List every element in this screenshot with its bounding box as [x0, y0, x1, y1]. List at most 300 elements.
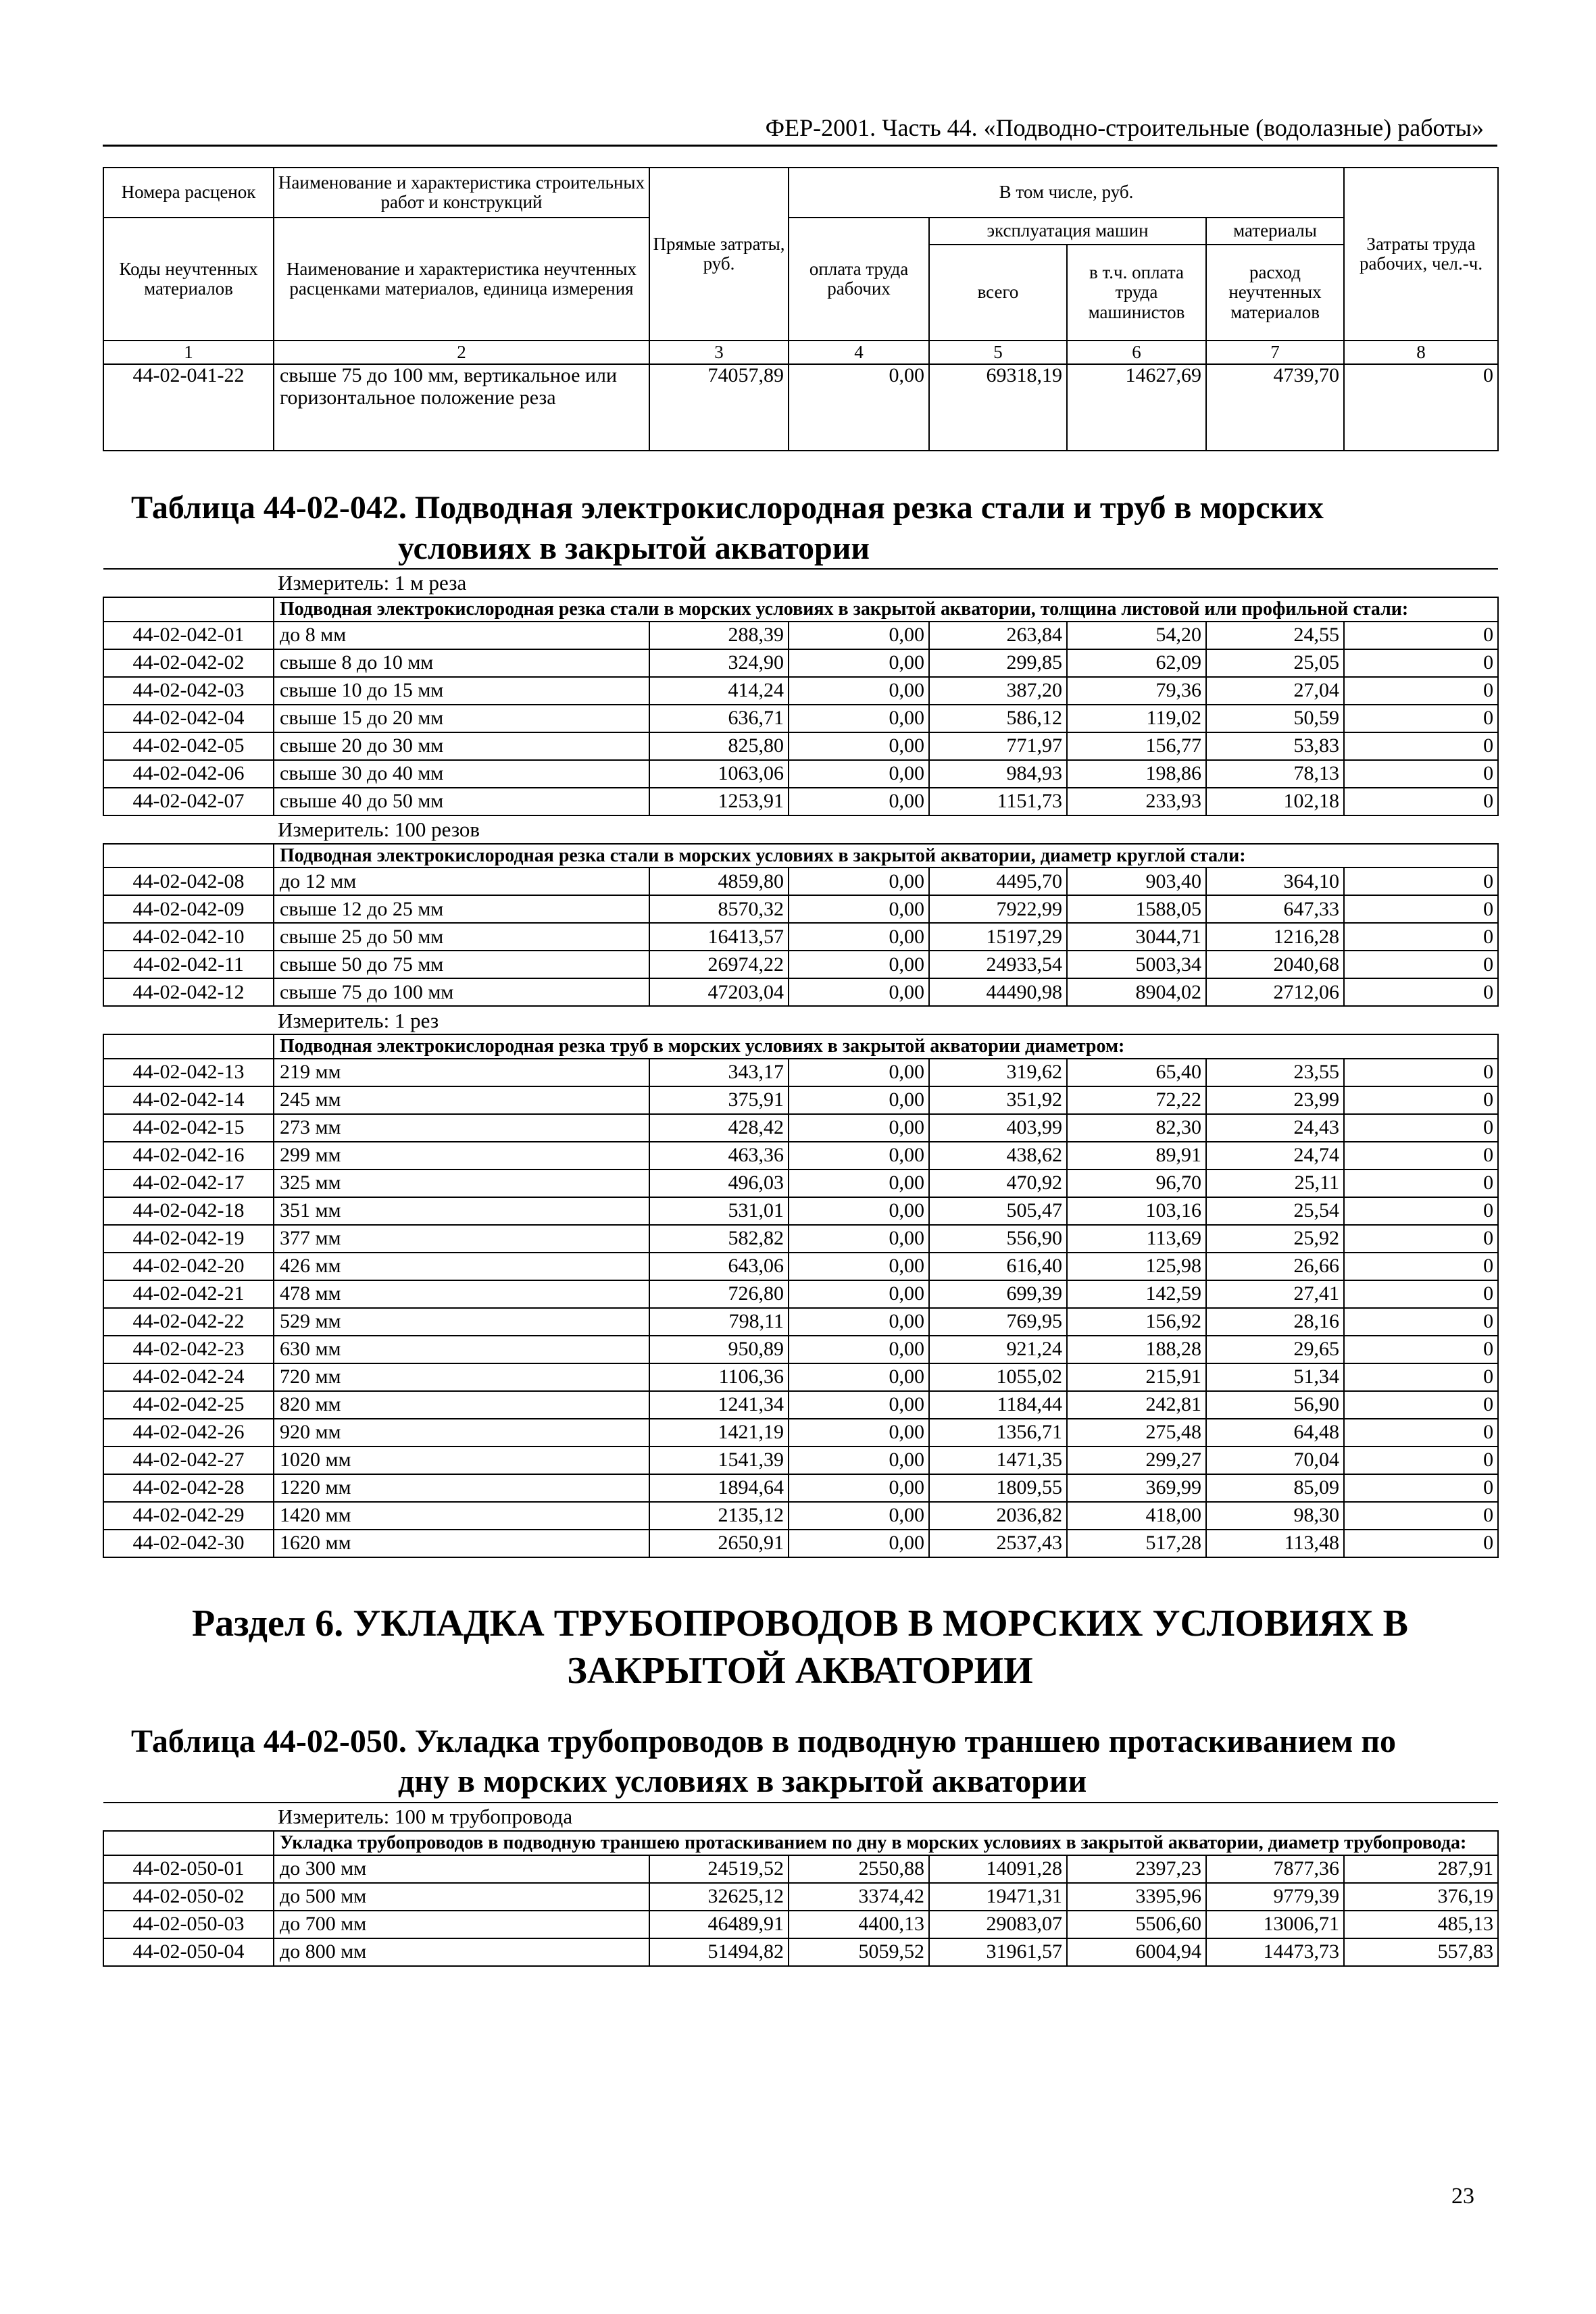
- row-code: 44-02-042-09: [103, 895, 274, 923]
- row-value: 582,82: [649, 1225, 789, 1253]
- group-header: В том числе, руб.: [789, 168, 1344, 218]
- empty-cell: [103, 597, 274, 622]
- row-value: 0: [1344, 1447, 1498, 1474]
- row-value: 0,00: [789, 1474, 929, 1502]
- row-code: 44-02-042-16: [103, 1142, 274, 1169]
- table-row: [103, 1142, 1498, 1169]
- group-heading: Подводная электрокислородная резка стали в морских условиях в закрытой акватории, толщина листовой или профильной стали:: [274, 597, 1498, 622]
- row-value: 0,00: [789, 649, 929, 677]
- row-name: 920 мм: [274, 1419, 649, 1447]
- group-heading-row: [103, 597, 1498, 622]
- table-row: [103, 1911, 1498, 1938]
- row-value: 825,80: [649, 732, 789, 760]
- table-042: [103, 568, 1499, 1558]
- table-row: [103, 677, 1498, 705]
- table-row: [103, 1336, 1498, 1363]
- table-row: [103, 1855, 1498, 1883]
- row-value: 23,99: [1206, 1086, 1344, 1114]
- row-code: 44-02-042-24: [103, 1363, 274, 1391]
- row-value: 7922,99: [929, 895, 1067, 923]
- group-heading: Укладка трубопроводов в подводную траншею протаскиванием по дну в морских условиях в закрытой акватории, диаметр трубопровода:: [274, 1831, 1498, 1855]
- row-value: 463,36: [649, 1142, 789, 1169]
- row-value: 556,90: [929, 1225, 1067, 1253]
- row-value: 1588,05: [1067, 895, 1206, 923]
- row-value: 25,54: [1206, 1197, 1344, 1225]
- row-value: 25,11: [1206, 1169, 1344, 1197]
- row-value: 0: [1344, 1197, 1498, 1225]
- measure-label: Измеритель: 100 м трубопровода: [103, 1803, 1498, 1831]
- table-row: [103, 978, 1498, 1006]
- row-value: 98,30: [1206, 1502, 1344, 1530]
- row-value: 387,20: [929, 677, 1067, 705]
- row-value: 1184,44: [929, 1391, 1067, 1419]
- row-value: 89,91: [1067, 1142, 1206, 1169]
- col2-top: Наименование и характеристика строительных работ и конструкций: [274, 168, 649, 218]
- table-row: [103, 1308, 1498, 1336]
- measure-row: [103, 1803, 1498, 1831]
- header-rule: [103, 145, 1497, 147]
- row-value: 531,01: [649, 1197, 789, 1225]
- row-value: 0: [1344, 1391, 1498, 1419]
- row-value: 1894,64: [649, 1474, 789, 1502]
- row-value: 24,74: [1206, 1142, 1344, 1169]
- row-value: 51,34: [1206, 1363, 1344, 1391]
- row-value: 50,59: [1206, 705, 1344, 732]
- column-number: 3: [649, 341, 789, 364]
- row-value: 505,47: [929, 1197, 1067, 1225]
- row-name: до 12 мм: [274, 867, 649, 895]
- row-value: 1151,73: [929, 788, 1067, 815]
- row-value: 0,00: [789, 1530, 929, 1557]
- row-code: 44-02-042-30: [103, 1530, 274, 1557]
- row-value: 0,00: [789, 364, 929, 451]
- row-value: 65,40: [1067, 1059, 1206, 1086]
- row-code: 44-02-050-01: [103, 1855, 274, 1883]
- row-value: 1541,39: [649, 1447, 789, 1474]
- row-name: 529 мм: [274, 1308, 649, 1336]
- measure-row: [103, 1006, 1498, 1034]
- row-name: 351 мм: [274, 1197, 649, 1225]
- row-name: свыше 10 до 15 мм: [274, 677, 649, 705]
- row-value: 188,28: [1067, 1336, 1206, 1363]
- row-value: 771,97: [929, 732, 1067, 760]
- row-value: 47203,04: [649, 978, 789, 1006]
- row-name: 1620 мм: [274, 1530, 649, 1557]
- row-value: 15197,29: [929, 923, 1067, 951]
- table-row: [103, 1197, 1498, 1225]
- row-value: 0,00: [789, 978, 929, 1006]
- row-value: 14091,28: [929, 1855, 1067, 1883]
- table-row: [103, 1225, 1498, 1253]
- row-value: 586,12: [929, 705, 1067, 732]
- row-value: 156,77: [1067, 732, 1206, 760]
- row-value: 2397,23: [1067, 1855, 1206, 1883]
- row-value: 0,00: [789, 923, 929, 951]
- row-name: 720 мм: [274, 1363, 649, 1391]
- row-code: 44-02-042-02: [103, 649, 274, 677]
- row-value: 46489,91: [649, 1911, 789, 1938]
- row-value: 69318,19: [929, 364, 1067, 451]
- row-value: 275,48: [1067, 1419, 1206, 1447]
- row-value: 636,71: [649, 705, 789, 732]
- row-value: 19471,31: [929, 1883, 1067, 1911]
- row-value: 0,00: [789, 677, 929, 705]
- row-value: 351,92: [929, 1086, 1067, 1114]
- table-row: [103, 1938, 1498, 1966]
- row-value: 0: [1344, 895, 1498, 923]
- row-value: 74057,89: [649, 364, 789, 451]
- row-name: 630 мм: [274, 1336, 649, 1363]
- group-heading: Подводная электрокислородная резка стали в морских условиях в закрытой акватории, диаметр круглой стали:: [274, 844, 1498, 868]
- row-value: 1253,91: [649, 788, 789, 815]
- row-value: 26974,22: [649, 951, 789, 978]
- row-value: 616,40: [929, 1253, 1067, 1280]
- row-value: 0,00: [789, 705, 929, 732]
- row-value: 0: [1344, 1225, 1498, 1253]
- row-value: 119,02: [1067, 705, 1206, 732]
- col6-header: в т.ч. оплата труда машинистов: [1067, 245, 1206, 341]
- row-value: 0,00: [789, 732, 929, 760]
- row-name: 325 мм: [274, 1169, 649, 1197]
- row-name: 1020 мм: [274, 1447, 649, 1474]
- row-value: 24,43: [1206, 1114, 1344, 1142]
- row-value: 56,90: [1206, 1391, 1344, 1419]
- row-value: 0: [1344, 1530, 1498, 1557]
- row-value: 798,11: [649, 1308, 789, 1336]
- row-value: 7877,36: [1206, 1855, 1344, 1883]
- row-code: 44-02-042-05: [103, 732, 274, 760]
- column-number: 7: [1206, 341, 1344, 364]
- row-value: 0: [1344, 1474, 1498, 1502]
- row-name: свыше 20 до 30 мм: [274, 732, 649, 760]
- row-value: 4859,80: [649, 867, 789, 895]
- row-value: 2712,06: [1206, 978, 1344, 1006]
- row-value: 96,70: [1067, 1169, 1206, 1197]
- row-value: 24,55: [1206, 622, 1344, 649]
- column-number: 6: [1067, 341, 1206, 364]
- row-value: 1106,36: [649, 1363, 789, 1391]
- row-value: 324,90: [649, 649, 789, 677]
- row-code: 44-02-042-25: [103, 1391, 274, 1419]
- row-code: 44-02-042-03: [103, 677, 274, 705]
- row-value: 54,20: [1067, 622, 1206, 649]
- row-value: 0: [1344, 923, 1498, 951]
- row-code: 44-02-042-11: [103, 951, 274, 978]
- row-code: 44-02-050-04: [103, 1938, 274, 1966]
- table-header: [103, 167, 1499, 451]
- row-value: 364,10: [1206, 867, 1344, 895]
- row-name: свыше 8 до 10 мм: [274, 649, 649, 677]
- row-value: 1241,34: [649, 1391, 789, 1419]
- column-number: 2: [274, 341, 649, 364]
- row-code: 44-02-042-08: [103, 867, 274, 895]
- row-name: 377 мм: [274, 1225, 649, 1253]
- row-value: 0: [1344, 364, 1498, 451]
- column-number: 8: [1344, 341, 1498, 364]
- row-value: 369,99: [1067, 1474, 1206, 1502]
- row-value: 0: [1344, 1059, 1498, 1086]
- row-value: 343,17: [649, 1059, 789, 1086]
- measure-label: Измеритель: 1 м реза: [103, 569, 1498, 597]
- empty-cell: [103, 844, 274, 868]
- row-value: 0: [1344, 1253, 1498, 1280]
- running-header: ФЕР-2001. Часть 44. «Подводно-строительные (водолазные) работы»: [765, 114, 1484, 141]
- col7-header: расход неучтенных материалов: [1206, 245, 1344, 341]
- row-value: 44490,98: [929, 978, 1067, 1006]
- row-value: 13006,71: [1206, 1911, 1344, 1938]
- table-row: [103, 788, 1498, 815]
- row-value: 0,00: [789, 1169, 929, 1197]
- table-row: [103, 760, 1498, 788]
- row-value: 4400,13: [789, 1911, 929, 1938]
- row-value: 1809,55: [929, 1474, 1067, 1502]
- row-value: 0: [1344, 649, 1498, 677]
- column-number-row: [103, 341, 1498, 364]
- row-value: 0: [1344, 867, 1498, 895]
- row-value: 25,05: [1206, 649, 1344, 677]
- row-value: 0: [1344, 677, 1498, 705]
- row-name: до 300 мм: [274, 1855, 649, 1883]
- table-row: [103, 1391, 1498, 1419]
- table-row: [103, 1883, 1498, 1911]
- row-name: свыше 25 до 50 мм: [274, 923, 649, 951]
- row-value: 215,91: [1067, 1363, 1206, 1391]
- row-value: 233,93: [1067, 788, 1206, 815]
- row-name: до 8 мм: [274, 622, 649, 649]
- row-value: 0,00: [789, 1142, 929, 1169]
- row-value: 72,22: [1067, 1086, 1206, 1114]
- row-value: 376,19: [1344, 1883, 1498, 1911]
- table-row: [103, 1169, 1498, 1197]
- row-value: 31961,57: [929, 1938, 1067, 1966]
- column-number: 5: [929, 341, 1067, 364]
- row-value: 0,00: [789, 1086, 929, 1114]
- row-name: 478 мм: [274, 1280, 649, 1308]
- row-value: 8904,02: [1067, 978, 1206, 1006]
- row-value: 242,81: [1067, 1391, 1206, 1419]
- row-value: 0: [1344, 1419, 1498, 1447]
- row-code: 44-02-042-14: [103, 1086, 274, 1114]
- row-value: 418,00: [1067, 1502, 1206, 1530]
- measure-row: [103, 569, 1498, 597]
- row-value: 0,00: [789, 895, 929, 923]
- column-number: 1: [103, 341, 274, 364]
- row-value: 1421,19: [649, 1419, 789, 1447]
- row-value: 5003,34: [1067, 951, 1206, 978]
- row-value: 113,69: [1067, 1225, 1206, 1253]
- row-name: 273 мм: [274, 1114, 649, 1142]
- table-row: [103, 1086, 1498, 1114]
- row-value: 0,00: [789, 951, 929, 978]
- row-value: 79,36: [1067, 677, 1206, 705]
- row-value: 557,83: [1344, 1938, 1498, 1966]
- row-name: свыше 75 до 100 мм, вертикальное или горизонтальное положение реза: [274, 364, 649, 451]
- row-value: 0,00: [789, 1225, 929, 1253]
- row-value: 125,98: [1067, 1253, 1206, 1280]
- row-value: 0: [1344, 1169, 1498, 1197]
- row-value: 0,00: [789, 1114, 929, 1142]
- row-code: 44-02-042-15: [103, 1114, 274, 1142]
- table-042-title: Таблица 44-02-042. Подводная электрокислородная резка стали и труб в морских условиях в закрытой акватории: [131, 490, 1324, 566]
- row-code: 44-02-042-07: [103, 788, 274, 815]
- row-value: 0,00: [789, 1059, 929, 1086]
- row-value: 0,00: [789, 1447, 929, 1474]
- group-heading-row: [103, 844, 1498, 868]
- row-value: 0: [1344, 788, 1498, 815]
- row-value: 29083,07: [929, 1911, 1067, 1938]
- document-body: [103, 167, 1497, 1967]
- row-value: 103,16: [1067, 1197, 1206, 1225]
- row-value: 1216,28: [1206, 923, 1344, 951]
- table-row: [103, 1474, 1498, 1502]
- measure-row: [103, 815, 1498, 844]
- row-value: 4739,70: [1206, 364, 1344, 451]
- row-code: 44-02-042-01: [103, 622, 274, 649]
- empty-cell: [103, 1034, 274, 1059]
- row-value: 517,28: [1067, 1530, 1206, 1557]
- row-name: свыше 75 до 100 мм: [274, 978, 649, 1006]
- row-value: 53,83: [1206, 732, 1344, 760]
- row-value: 0: [1344, 951, 1498, 978]
- row-value: 24933,54: [929, 951, 1067, 978]
- row-value: 496,03: [649, 1169, 789, 1197]
- table-row: [103, 622, 1498, 649]
- table-row: [103, 649, 1498, 677]
- table-row: [103, 1447, 1498, 1474]
- row-name: свыше 40 до 50 мм: [274, 788, 649, 815]
- row-code: 44-02-042-20: [103, 1253, 274, 1280]
- row-value: 198,86: [1067, 760, 1206, 788]
- row-value: 1356,71: [929, 1419, 1067, 1447]
- row-value: 27,04: [1206, 677, 1344, 705]
- row-value: 102,18: [1206, 788, 1344, 815]
- row-name: свыше 50 до 75 мм: [274, 951, 649, 978]
- materials-header: материалы: [1206, 218, 1344, 245]
- row-value: 0: [1344, 622, 1498, 649]
- row-value: 82,30: [1067, 1114, 1206, 1142]
- row-value: 27,41: [1206, 1280, 1344, 1308]
- row-value: 2537,43: [929, 1530, 1067, 1557]
- row-value: 921,24: [929, 1336, 1067, 1363]
- row-value: 3044,71: [1067, 923, 1206, 951]
- row-value: 5059,52: [789, 1938, 929, 1966]
- measure-label: Измеритель: 100 резов: [103, 815, 1498, 844]
- row-value: 299,85: [929, 649, 1067, 677]
- row-code: 44-02-050-03: [103, 1911, 274, 1938]
- row-code: 44-02-042-06: [103, 760, 274, 788]
- row-value: 25,92: [1206, 1225, 1344, 1253]
- row-value: 647,33: [1206, 895, 1344, 923]
- row-value: 142,59: [1067, 1280, 1206, 1308]
- row-name: свыше 12 до 25 мм: [274, 895, 649, 923]
- row-value: 0: [1344, 732, 1498, 760]
- row-value: 2650,91: [649, 1530, 789, 1557]
- row-value: 28,16: [1206, 1308, 1344, 1336]
- row-value: 0: [1344, 760, 1498, 788]
- row-value: 299,27: [1067, 1447, 1206, 1474]
- row-value: 0: [1344, 1280, 1498, 1308]
- row-value: 288,39: [649, 622, 789, 649]
- col1-top: Номера расценок: [103, 168, 274, 218]
- row-value: 0: [1344, 1086, 1498, 1114]
- row-value: 287,91: [1344, 1855, 1498, 1883]
- row-value: 0,00: [789, 1308, 929, 1336]
- row-value: 0,00: [789, 1197, 929, 1225]
- row-value: 64,48: [1206, 1419, 1344, 1447]
- row-value: 1055,02: [929, 1363, 1067, 1391]
- row-value: 14627,69: [1067, 364, 1206, 451]
- row-value: 375,91: [649, 1086, 789, 1114]
- row-value: 0,00: [789, 622, 929, 649]
- row-name: 219 мм: [274, 1059, 649, 1086]
- row-value: 113,48: [1206, 1530, 1344, 1557]
- row-name: 426 мм: [274, 1253, 649, 1280]
- row-name: до 500 мм: [274, 1883, 649, 1911]
- table-row: [103, 1280, 1498, 1308]
- row-value: 0,00: [789, 1253, 929, 1280]
- row-value: 984,93: [929, 760, 1067, 788]
- table-050-title: Таблица 44-02-050. Укладка трубопроводов в подводную траншею протаскиванием по дну в морских условиях в закрытой акватории: [131, 1723, 1396, 1800]
- row-value: 1471,35: [929, 1447, 1067, 1474]
- table-row: [103, 1059, 1498, 1086]
- row-value: 51494,82: [649, 1938, 789, 1966]
- group-heading-row: [103, 1034, 1498, 1059]
- row-value: 643,06: [649, 1253, 789, 1280]
- table-row: [103, 732, 1498, 760]
- row-value: 2135,12: [649, 1502, 789, 1530]
- row-value: 24519,52: [649, 1855, 789, 1883]
- col2-bottom: Наименование и характеристика неучтенных расценками материалов, единица измерения: [274, 218, 649, 341]
- row-value: 0: [1344, 978, 1498, 1006]
- row-value: 0: [1344, 705, 1498, 732]
- row-value: 0: [1344, 1336, 1498, 1363]
- group-heading-row: [103, 1831, 1498, 1855]
- row-value: 3395,96: [1067, 1883, 1206, 1911]
- row-value: 156,92: [1067, 1308, 1206, 1336]
- row-value: 0: [1344, 1502, 1498, 1530]
- row-value: 0,00: [789, 1419, 929, 1447]
- row-value: 0,00: [789, 1502, 929, 1530]
- row-value: 2550,88: [789, 1855, 929, 1883]
- row-name: до 700 мм: [274, 1911, 649, 1938]
- section-6-heading: Раздел 6. УКЛАДКА ТРУБОПРОВОДОВ В МОРСКИХ УСЛОВИЯХ В ЗАКРЫТОЙ АКВАТОРИИ: [191, 1602, 1409, 1692]
- row-value: 29,65: [1206, 1336, 1344, 1363]
- col5-header: всего: [929, 245, 1067, 341]
- row-code: 44-02-042-04: [103, 705, 274, 732]
- row-code: 44-02-042-23: [103, 1336, 274, 1363]
- row-value: 485,13: [1344, 1911, 1498, 1938]
- row-value: 14473,73: [1206, 1938, 1344, 1966]
- table-row: [103, 1114, 1498, 1142]
- row-code: 44-02-042-21: [103, 1280, 274, 1308]
- row-code: 44-02-042-17: [103, 1169, 274, 1197]
- row-name: 1420 мм: [274, 1502, 649, 1530]
- row-value: 9779,39: [1206, 1883, 1344, 1911]
- row-name: 820 мм: [274, 1391, 649, 1419]
- row-name: 1220 мм: [274, 1474, 649, 1502]
- row-code: 44-02-042-18: [103, 1197, 274, 1225]
- row-value: 263,84: [929, 622, 1067, 649]
- table-row: [103, 895, 1498, 923]
- row-name: свыше 15 до 20 мм: [274, 705, 649, 732]
- row-value: 428,42: [649, 1114, 789, 1142]
- row-code: 44-02-042-19: [103, 1225, 274, 1253]
- row-value: 950,89: [649, 1336, 789, 1363]
- table-row: [103, 951, 1498, 978]
- row-value: 23,55: [1206, 1059, 1344, 1086]
- row-name: свыше 30 до 40 мм: [274, 760, 649, 788]
- row-value: 0: [1344, 1308, 1498, 1336]
